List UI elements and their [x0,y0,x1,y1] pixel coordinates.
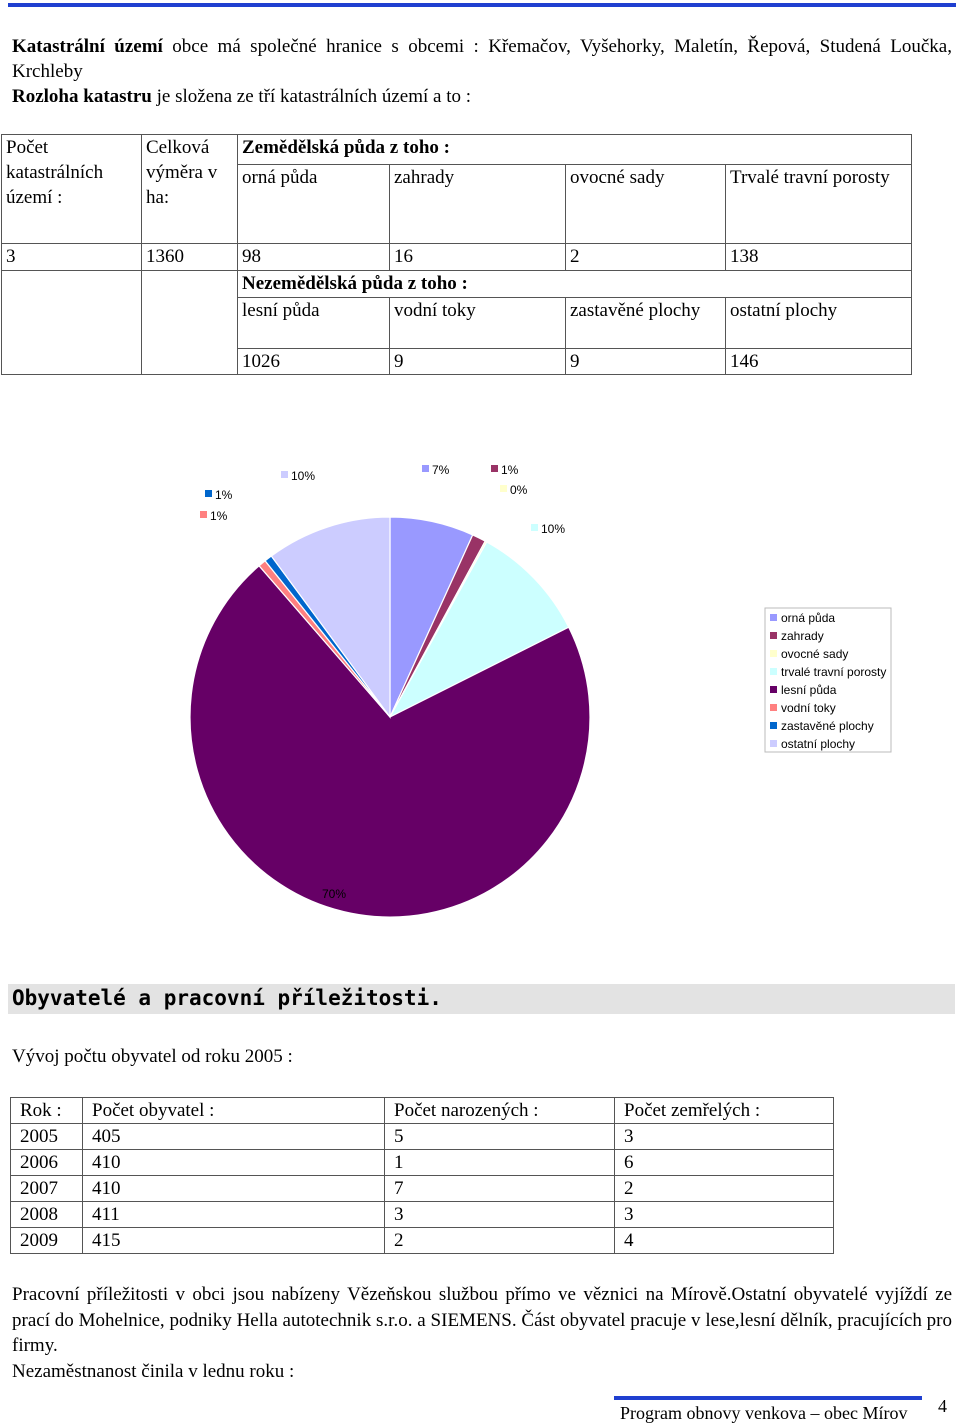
value-vymera: 1360 [142,244,238,271]
closing-text [12,1282,952,1384]
value-trvale: 138 [726,244,912,271]
pie-percent-label: 10% [291,469,316,483]
header-orna: orná půda [238,165,390,244]
footer-text: Program obnovy venkova – obec Mírov [620,1403,908,1423]
pop-header-obyvatel: Počet obyvatel : [83,1098,385,1124]
pie-label-key [491,465,498,472]
intro-text [12,34,952,109]
pie-percent-label: 70% [322,887,347,901]
pop-cell-births: 7 [385,1176,615,1202]
pop-cell-count: 411 [83,1202,385,1228]
page-number: 4 [938,1396,947,1416]
value-vodni: 9 [390,349,566,375]
header-vymera: Celková výměra v ha: [142,135,238,244]
population-table [10,1097,834,1254]
pie-percent-label: 1% [215,488,233,502]
header-vodni: vodní toky [390,298,566,349]
pop-header-narozenych: Počet narozených : [385,1098,615,1124]
table-row [11,1228,834,1254]
pop-cell-deaths: 3 [615,1202,834,1228]
header-pocet: Počet katastrálních území : [2,135,142,244]
legend-entry: orná půda [781,611,836,625]
value-orna: 98 [238,244,390,271]
intro-term-rozloha: Rozloha katastru [12,86,152,107]
top-rule [8,3,956,7]
population-subtitle: Vývoj počtu obyvatel od roku 2005 : [12,1046,293,1067]
empty-cell-2 [142,271,238,375]
header-zastavene: zastavěné plochy [566,298,726,349]
legend-swatch [770,650,777,657]
header-zahrady: zahrady [390,165,566,244]
legend-entry: ovocné sady [781,647,849,661]
legend-swatch [770,632,777,639]
header-trvale: Trvalé travní porosty [726,165,912,244]
pie-label-key [422,465,429,472]
legend-swatch [770,614,777,621]
section-heading [8,984,955,1014]
pop-cell-births: 3 [385,1202,615,1228]
pie-percent-label: 1% [501,463,519,477]
legend-entry: lesní půda [781,683,837,697]
pie-percent-label: 7% [432,463,450,477]
intro-line-1: obce má společné hranice s obcemi : Křemačov, Vyšehorky, Maletín, Řepová, Studená Loučka, Krchleby [12,36,952,82]
value-lesni: 1026 [238,349,390,375]
pop-cell-deaths: 3 [615,1124,834,1150]
intro-term-katastralni: Katastrální území [12,36,163,57]
pop-cell-count: 410 [83,1176,385,1202]
pie-label-key [500,485,507,492]
pop-cell-births: 2 [385,1228,615,1254]
pop-cell-count: 410 [83,1150,385,1176]
legend-entry: vodní toky [781,701,836,715]
pie-percent-label: 1% [210,509,228,523]
land-use-pie-chart [0,450,960,920]
value-ovocne: 2 [566,244,726,271]
value-ostatni: 146 [726,349,912,375]
pop-cell-year: 2007 [11,1176,83,1202]
pop-cell-deaths: 6 [615,1150,834,1176]
pie-label-key [205,490,212,497]
pop-cell-count: 405 [83,1124,385,1150]
pop-cell-year: 2005 [11,1124,83,1150]
empty-cell-1 [2,271,142,375]
footer-rule [614,1396,922,1400]
header-zemedelska: Zemědělská půda z toho : [238,135,912,165]
table-row [11,1124,834,1150]
legend-swatch [770,704,777,711]
pie-label-key [200,511,207,518]
header-nezemedelska: Nezemědělská půda z toho : [238,271,912,298]
table-row [11,1176,834,1202]
pop-cell-deaths: 4 [615,1228,834,1254]
header-ovocne: ovocné sady [566,165,726,244]
closing-paragraph-1: Pracovní příležitosti v obci jsou nabízeny Vězeňskou službou přímo ve věznici na Mírově.Ostatní obyvatelé vyjíždí ze prací do Mohelnice, podniky Hella autotechnik s.r.o. a SIEMENS. Část obyvatel pracuje v lese,lesní dělník, pracujících pro firmy. [12,1284,952,1356]
legend-swatch [770,668,777,675]
table-row [11,1202,834,1228]
pop-header-zemrelych: Počet zemřelých : [615,1098,834,1124]
pie-label-key [531,524,538,531]
pop-cell-births: 5 [385,1124,615,1150]
pie-slices [190,517,590,917]
legend-entry: zastavěné plochy [781,719,874,733]
pie-label-key [312,889,319,896]
legend-swatch [770,722,777,729]
section-title: Obyvatelé a pracovní příležitosti. [12,986,442,1010]
pop-cell-year: 2006 [11,1150,83,1176]
pop-cell-year: 2008 [11,1202,83,1228]
value-zastavene: 9 [566,349,726,375]
pie-legend [765,608,891,752]
pop-header-rok: Rok : [11,1098,83,1124]
pop-cell-deaths: 2 [615,1176,834,1202]
closing-paragraph-2: Nezaměstnanost činila v lednu roku : [12,1360,295,1382]
pop-cell-year: 2009 [11,1228,83,1254]
pie-label-key [281,471,288,478]
legend-entry: zahrady [781,629,824,643]
pop-cell-count: 415 [83,1228,385,1254]
katastr-table [1,134,912,375]
legend-entry: ostatní plochy [781,737,856,751]
header-lesni: lesní půda [238,298,390,349]
legend-swatch [770,686,777,693]
pie-percent-label: 10% [541,522,566,536]
value-zahrady: 16 [390,244,566,271]
pie-percent-label: 0% [510,483,528,497]
value-pocet: 3 [2,244,142,271]
legend-entry: trvalé travní porosty [781,665,887,679]
header-ostatni: ostatní plochy [726,298,912,349]
pop-cell-births: 1 [385,1150,615,1176]
table-row [11,1150,834,1176]
legend-swatch [770,740,777,747]
intro-line-2: je složena ze tří katastrálních území a to : [151,86,472,107]
